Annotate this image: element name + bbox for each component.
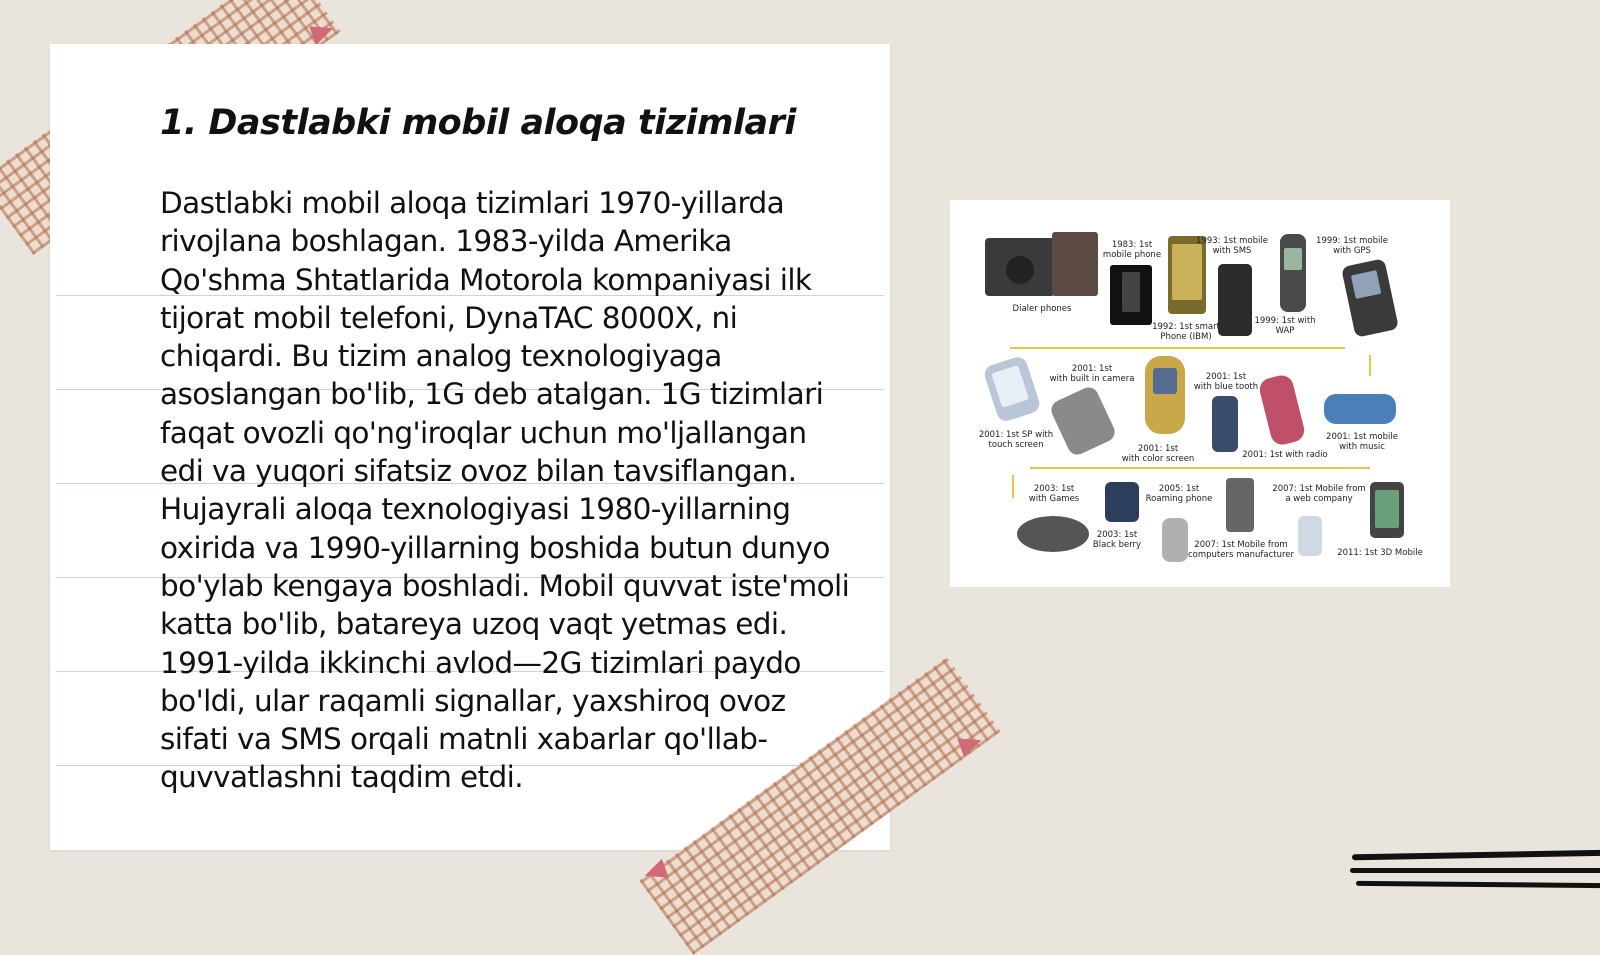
phone-shape-1983: [1122, 272, 1140, 312]
phone-shape-1999-wap: [1284, 248, 1302, 270]
label-2005-roaming: 2005: 1st Roaming phone: [1145, 484, 1213, 504]
label-2001-camera: 2001: 1st with built in camera: [1049, 364, 1135, 384]
phone-evolution-illustration: [950, 200, 1450, 587]
label-2001-bluetooth: 2001: 1st with blue tooth: [1193, 372, 1259, 392]
brush-stroke: [1356, 881, 1600, 888]
label-2007-computers: 2007: 1st Mobile from computers manufacturer: [1187, 540, 1294, 560]
label-1992: 1992: 1st smart Phone (IBM): [1152, 322, 1220, 342]
phone-shape-2007-computers: [1226, 478, 1254, 532]
label-1999-wap: 1999: 1st with WAP: [1254, 316, 1316, 336]
phone-shape-2001-color: [1145, 356, 1185, 434]
brush-stroke: [1352, 850, 1600, 861]
phone-shape-2001-camera: [1048, 384, 1118, 458]
slide-paragraph: Dastlabki mobil aloqa tizimlari 1970-yillarda rivojlana boshlagan. 1983-yilda Amerika Qo'shma Shtatlarida Motorola kompaniyasi ilk tijorat mobil telefoni, DynaTAC 8000X, ni chiqardi. Bu tizim analog texnologiyaga asoslangan bo'lib, 1G deb atalgan. 1G tizimlari faqat ovozli qo'ng'iroqlar uchun mo'ljallangan edi va yuqori sifatsiz ovoz bilan tavsiflangan. Hujayrali aloqa texnologiyasi 1980-yillarning oxirida va 1990-yillarning boshida butun dunyo bo'ylab kengaya boshladi. Mobil quvvat iste'moli katta bo'lib, batareya uzoq vaqt yetmas edi. 1991-yilda ikkinchi avlod—2G tizimlari paydo bo'ldi, ular raqamli signallar, yaxshiroq ovoz sifati va SMS orqali matnli xabarlar qo'llab-quvvatlashni taqdim etdi.: [160, 186, 850, 795]
brush-stroke: [1350, 868, 1600, 873]
label-1983: 1983: 1st mobile phone: [1102, 240, 1162, 260]
label-dialer: Dialer phones: [1012, 304, 1072, 314]
phone-shape-1999-gps: [1341, 258, 1399, 338]
slide-title: 1. Dastlabki mobil aloqa tizimlari: [160, 103, 796, 143]
label-2007-web: 2007: 1st Mobile from a web company: [1272, 484, 1366, 504]
phone-shape-2007-web: [1298, 516, 1322, 556]
label-2003-blackberry: 2003: 1st Black berry: [1092, 530, 1142, 550]
label-1999-gps: 1999: 1st mobile with GPS: [1316, 236, 1388, 256]
label-2001-radio: 2001: 1st with radio: [1242, 450, 1328, 460]
label-2001-music: 2001: 1st mobile with music: [1326, 432, 1398, 452]
phone-evolution-image: [950, 200, 1450, 587]
label-2003-games: 2003: 1st with Games: [1028, 484, 1080, 504]
phone-shape-2001-music: [1324, 394, 1396, 424]
phone-shape-2011-3d: [1375, 490, 1399, 528]
phone-shape-1999-wap: [1280, 234, 1306, 312]
phone-shape-2001-bt: [1212, 396, 1238, 452]
label-2001-color: 2001: 1st with color screen: [1121, 444, 1195, 464]
label-2011-3d: 2011: 1st 3D Mobile: [1337, 548, 1423, 558]
phone-shape-2003-bb: [1105, 482, 1139, 522]
label-1993: 1993: 1st mobile with SMS: [1196, 236, 1268, 256]
lined-paper-card: [50, 44, 890, 850]
label-2001-touch: 2001: 1st SP with touch screen: [978, 430, 1054, 450]
phone-shape-2005-roaming: [1162, 518, 1188, 562]
phone-shape-2001-color: [1153, 368, 1177, 394]
dialer-phone-shape: [1006, 256, 1034, 284]
phone-shape-2003-games: [1017, 516, 1089, 552]
